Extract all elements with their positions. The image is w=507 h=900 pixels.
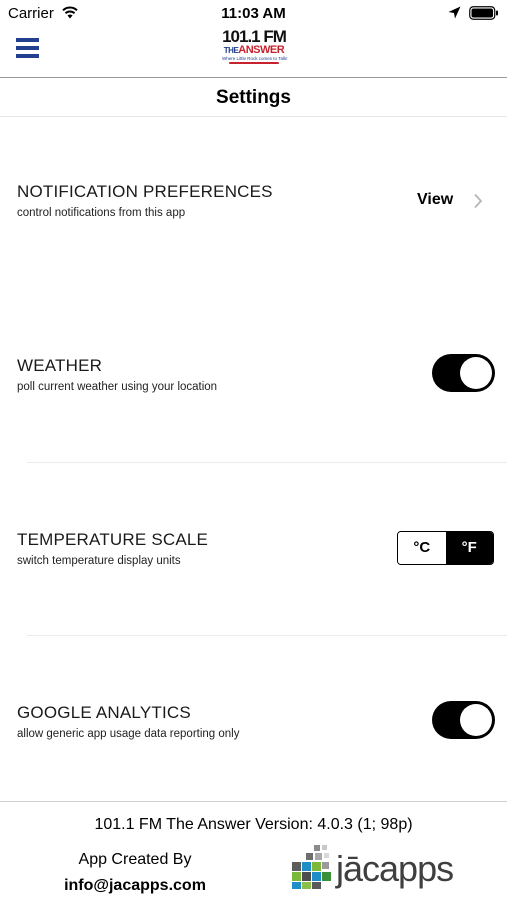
divider	[27, 462, 507, 463]
temperature-scale-selector[interactable]	[397, 531, 494, 565]
setting-title: WEATHER	[17, 356, 103, 375]
nav-bar	[0, 26, 507, 78]
logo-tagline: Where Little Rock comes to Talk!	[222, 56, 288, 61]
carrier-label: Carrier	[8, 5, 54, 22]
analytics-toggle[interactable]	[432, 701, 495, 739]
chevron-right-icon	[473, 193, 483, 209]
setting-subtitle: switch temperature display units	[17, 555, 181, 567]
footer	[0, 801, 507, 900]
jacapps-wordmark: jācapps	[336, 848, 454, 889]
view-notifications-button[interactable]	[410, 189, 490, 213]
setting-title: NOTIFICATION PREFERENCES	[17, 182, 273, 201]
weather-toggle[interactable]	[432, 354, 495, 392]
logo-station-name: THEANSWER	[223, 44, 285, 56]
battery-icon	[469, 6, 499, 20]
setting-title: TEMPERATURE SCALE	[17, 530, 209, 549]
jacapps-logo	[290, 845, 470, 893]
status-time: 11:03 AM	[221, 5, 286, 22]
setting-row-temperature	[0, 530, 507, 574]
logo-swoosh	[229, 62, 279, 64]
title-bar	[0, 79, 507, 117]
logo-frequency: 101.1 FM	[222, 27, 286, 46]
setting-title: GOOGLE ANALYTICS	[17, 703, 191, 722]
page-title: Settings	[216, 87, 291, 108]
status-bar	[0, 0, 507, 26]
hamburger-menu-icon[interactable]	[16, 38, 39, 60]
contact-email-link[interactable]: info@jacapps.com	[64, 877, 206, 894]
station-logo	[222, 28, 286, 72]
fahrenheit-option[interactable]: °F	[446, 532, 494, 564]
app-version: 101.1 FM The Answer Version: 4.0.3 (1; 98p)	[94, 816, 413, 833]
setting-subtitle: poll current weather using your location	[17, 381, 218, 393]
setting-row-analytics	[0, 703, 507, 747]
location-arrow-icon	[448, 6, 461, 19]
setting-row-notifications[interactable]	[0, 182, 507, 226]
divider	[27, 635, 507, 636]
jacapps-mosaic-icon	[290, 845, 334, 889]
setting-subtitle: control notifications from this app	[17, 207, 186, 219]
toggle-knob	[460, 357, 492, 389]
toggle-knob	[460, 704, 492, 736]
setting-subtitle: allow generic app usage data reporting only	[17, 728, 240, 740]
view-label: View	[417, 191, 454, 208]
setting-row-weather	[0, 356, 507, 400]
celsius-option[interactable]: °C	[398, 532, 446, 564]
created-by-label: App Created By	[78, 851, 192, 868]
